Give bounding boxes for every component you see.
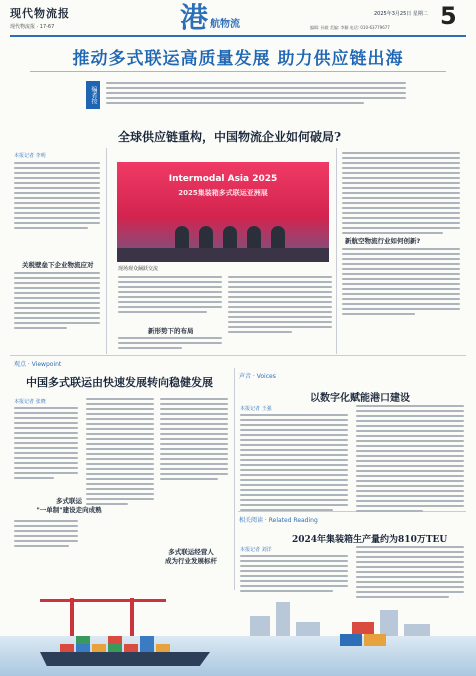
section-rule — [10, 355, 466, 356]
byline: 本报记者 李明 — [14, 153, 46, 159]
section-title-small: 航物流 — [210, 19, 241, 30]
photo-title: Intermodal Asia 2025 — [168, 174, 278, 184]
expo-photo — [117, 162, 329, 262]
container — [92, 644, 106, 652]
cargo-ship — [40, 652, 210, 666]
masthead — [10, 3, 466, 37]
container — [108, 636, 122, 644]
container — [140, 644, 154, 652]
paper-name: 现代物流报 — [10, 7, 70, 20]
editor-info: 编辑: 孙毅 美编: 李颖 电话: 010-63779677 — [310, 25, 390, 30]
editor-note-text — [106, 82, 406, 104]
container — [76, 644, 90, 652]
container — [60, 644, 74, 652]
voices-tag: 声音 · Voices — [239, 373, 276, 380]
pullquote-line: 多式联运经营人 成为行业发展标杆 — [165, 548, 217, 565]
byline: 本报记者 刘洋 — [240, 547, 272, 553]
pullquote — [150, 548, 232, 566]
article-text — [14, 520, 78, 547]
paper-subtitle: 现代物流报 · 17-67 — [10, 24, 55, 30]
issue-date: 2025年3月25日 星期二 — [374, 11, 428, 17]
article-text — [240, 414, 348, 511]
section-title — [180, 1, 240, 35]
stage-floor — [117, 248, 329, 262]
article-text — [342, 152, 460, 234]
section4-headline: 2024年集装箱生产量约为810万TEU — [292, 535, 448, 545]
column-title: 关税壁垒下企业物流应对 — [22, 261, 94, 269]
page-number: 5 — [440, 2, 457, 30]
article-text — [160, 398, 228, 480]
container — [156, 644, 170, 652]
container — [364, 634, 386, 646]
crane-arm — [106, 599, 166, 602]
container — [140, 636, 154, 644]
related-reading-tag: 相关阅读 · Related Reading — [239, 517, 318, 524]
article-text — [14, 272, 100, 329]
main-headline: 推动多式联运高质量发展 助力供应链出海 — [72, 49, 404, 69]
column-title: 新形势下的布局 — [148, 327, 194, 335]
viewpoint-tag: 观点 · Viewpoint — [14, 361, 62, 368]
headline-rule — [30, 71, 446, 72]
article-text — [14, 162, 100, 229]
column-rule — [106, 148, 107, 354]
crane-arm — [40, 599, 110, 602]
container — [76, 636, 90, 644]
article-text — [356, 405, 464, 512]
article-text — [118, 276, 222, 313]
port-illustration — [0, 586, 476, 676]
container — [340, 634, 362, 646]
container — [352, 622, 374, 634]
column-rule — [234, 368, 235, 590]
article-text — [342, 248, 460, 315]
byline: 本报记者 张晓 — [14, 399, 46, 405]
lead-sub-headline: 全球供应链重构，中国物流企业如何破局? — [118, 130, 342, 144]
section2-headline: 中国多式联运由快速发展转向稳健发展 — [26, 376, 213, 389]
column-rule — [336, 148, 337, 354]
byline: 本报记者 王强 — [240, 406, 272, 412]
section-title-big: 港 — [180, 1, 209, 34]
article-text — [14, 407, 78, 479]
photo-caption: 现场观众踊跃交流 — [118, 266, 159, 272]
container — [124, 644, 138, 652]
column-title: 新航空物流行业如何创新? — [345, 237, 421, 245]
container — [108, 644, 122, 652]
article-text — [228, 276, 332, 333]
section3-headline: 以数字化赋能港口建设 — [310, 393, 410, 404]
pullquote-line: 多式联运 "一单制"建设走向成熟 — [36, 497, 102, 514]
article-text — [86, 398, 154, 505]
editor-note-badge: 编者按 — [86, 81, 100, 109]
article-text — [118, 337, 222, 349]
photo-subtitle: 2025集装箱多式联运亚洲展 — [178, 189, 268, 197]
